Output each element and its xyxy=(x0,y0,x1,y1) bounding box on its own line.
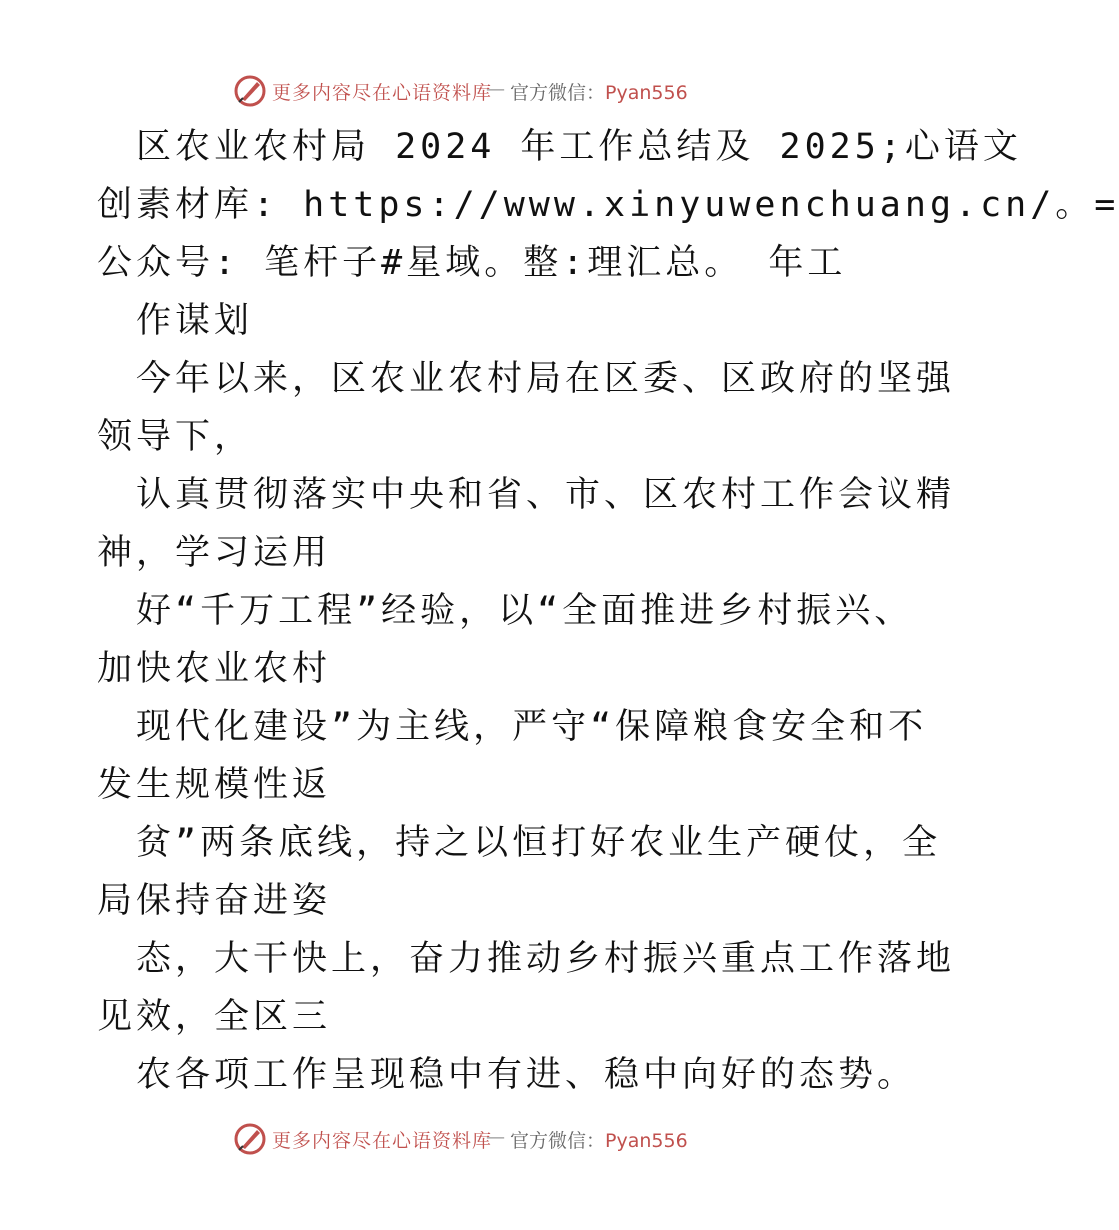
brand-text: 更多内容尽在心语资料库 xyxy=(272,82,493,104)
wechat-info xyxy=(510,1126,688,1153)
text-line: 认真贯彻落实中央和省、市、区农村工作会议精 xyxy=(136,475,956,515)
text-line: 区农业农村局 2024 年工作总结及 2025;心语文 xyxy=(136,127,1022,167)
text-line: 农各项工作呈现稳中有进、稳中向好的态势。 xyxy=(136,1055,917,1095)
header-banner xyxy=(0,72,950,112)
wechat-id: Pyan556 xyxy=(605,1130,688,1152)
wechat-label: 官方微信： xyxy=(510,82,606,104)
text-line: 公众号: 笔杆子#星域。整:理汇总。 年工 xyxy=(97,243,847,283)
brand-text: 更多内容尽在心语资料库 xyxy=(272,1130,493,1152)
text-line: 创素材库: https://www.xinyuwenchuang.cn/。= xyxy=(97,185,1119,225)
text-line: 态，大干快上，奋力推动乡村振兴重点工作落地 xyxy=(136,939,956,979)
text-line: 见效，全区三 xyxy=(97,997,332,1037)
wechat-id: Pyan556 xyxy=(605,82,688,104)
text-line: 发生规模性返 xyxy=(97,765,332,805)
quill-logo-icon xyxy=(233,1122,267,1156)
text-line: 领导下， xyxy=(97,417,254,457)
text-line: 加快农业农村 xyxy=(97,649,332,689)
text-line: 贫”两条底线，持之以恒打好农业生产硬仗，全 xyxy=(136,823,942,863)
text-line: 神，学习运用 xyxy=(97,533,332,573)
footer-banner xyxy=(0,1120,950,1160)
text-line: 好“千万工程”经验，以“全面推进乡村振兴、 xyxy=(136,591,914,631)
text-line: 今年以来，区农业农村局在区委、区政府的坚强 xyxy=(136,359,956,399)
text-line: 作谋划 xyxy=(136,301,254,341)
quill-logo-icon xyxy=(233,74,267,108)
text-line: 局保持奋进姿 xyxy=(97,881,332,921)
wechat-label: 官方微信： xyxy=(510,1130,606,1152)
separator: — xyxy=(486,78,505,100)
wechat-info xyxy=(510,78,688,105)
separator: — xyxy=(486,1126,505,1148)
text-line: 现代化建设”为主线，严守“保障粮食安全和不 xyxy=(136,707,928,747)
